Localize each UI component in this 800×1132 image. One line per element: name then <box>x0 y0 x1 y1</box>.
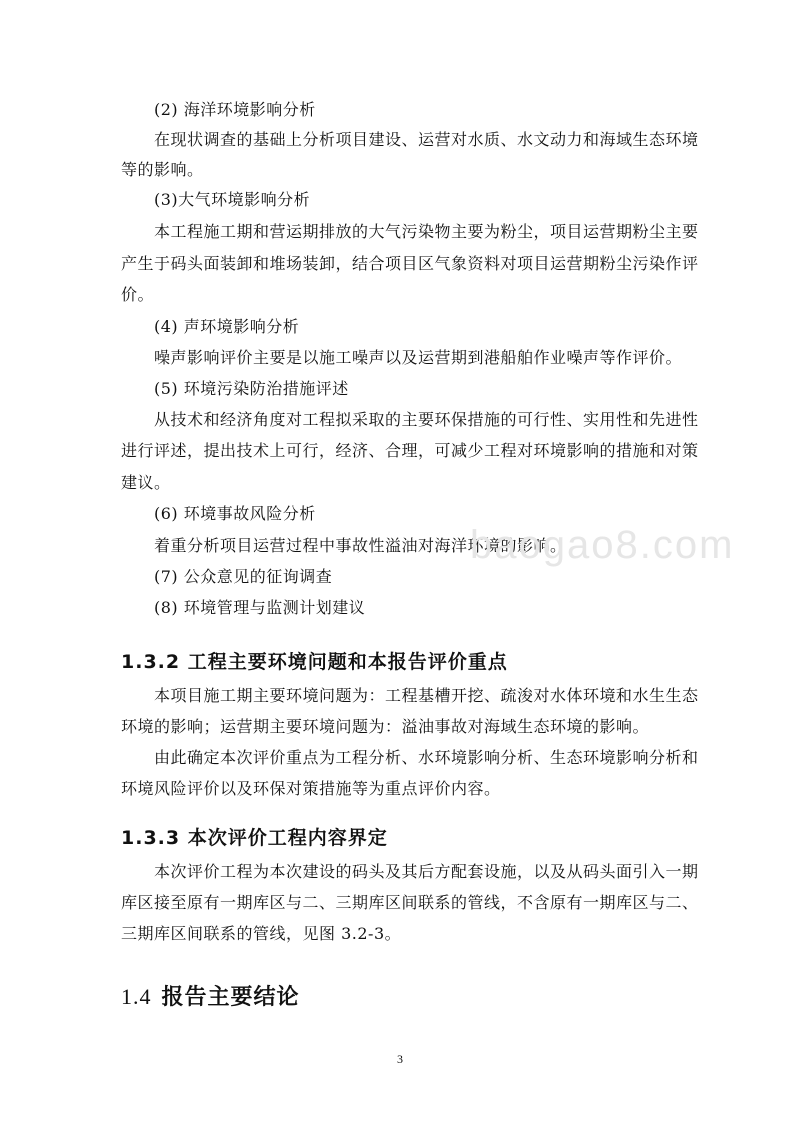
sec133-p1-line2: 库区接至原有一期库区与二、三期库区间联系的管线，不含原有一期库区与二、 <box>121 893 699 912</box>
item5-body-line1: 从技术和经济角度对工程拟采取的主要环保措施的可行性、实用性和先进性 <box>154 410 699 429</box>
section-1-3-2-heading: 1.3.2 工程主要环境问题和本报告评价重点 <box>121 651 508 673</box>
item5-body-line2: 进行评述，提出技术上可行，经济、合理，可减少工程对环境影响的措施和对策 <box>121 441 699 460</box>
watermark: baogao8.com <box>470 523 735 567</box>
item3-title: (3)大气环境影响分析 <box>154 190 311 209</box>
item4-title: (4) 声环境影响分析 <box>154 317 300 336</box>
item6-title: (6) 环境事故风险分析 <box>154 504 316 523</box>
item4-body-line1: 噪声影响评价主要是以施工噪声以及运营期到港船舶作业噪声等作评价。 <box>154 348 683 367</box>
sec132-p2-line2: 环境风险评价以及环保对策措施等为重点评价内容。 <box>121 779 501 798</box>
section-1-4-heading <box>121 983 300 1012</box>
section-1-4-title: 报告主要结论 <box>161 985 300 1010</box>
item7-title: (7) 公众意见的征询调查 <box>154 567 333 586</box>
item2-body-line1: 在现状调查的基础上分析项目建设、运营对水质、水文动力和海域生态环境 <box>154 130 699 149</box>
item6-body-line1: 着重分析项目运营过程中事故性溢油对海洋环境的影响。 <box>154 536 567 555</box>
section-1-4-number: 1.4 <box>121 984 152 1009</box>
item2-title: (2) 海洋环境影响分析 <box>154 100 316 119</box>
sec132-p1-line1: 本项目施工期主要环境问题为：工程基槽开挖、疏浚对水体环境和水生生态 <box>154 686 699 705</box>
item5-body-line3: 建议。 <box>121 473 171 492</box>
item2-body-line2: 等的影响。 <box>121 160 204 179</box>
sec132-p2-line1: 由此确定本次评价重点为工程分析、水环境影响分析、生态环境影响分析和 <box>154 748 699 767</box>
item3-body-line1: 本工程施工期和营运期排放的大气污染物主要为粉尘，项目运营期粉尘主要 <box>154 222 699 241</box>
section-1-3-3-heading: 1.3.3 本次评价工程内容界定 <box>121 827 388 849</box>
page-number: 3 <box>397 1052 403 1066</box>
item3-body-line3: 价。 <box>121 285 155 304</box>
item8-title: (8) 环境管理与监测计划建议 <box>154 598 366 617</box>
sec132-p1-line2: 环境的影响；运营期主要环境问题为：溢油事故对海域生态环境的影响。 <box>121 717 650 736</box>
sec133-p1-line1: 本次评价工程为本次建设的码头及其后方配套设施，以及从码头面引入一期 <box>154 862 699 881</box>
sec133-p1-line3: 三期库区间联系的管线，见图 3.2-3。 <box>121 924 402 943</box>
item3-body-line2: 产生于码头面装卸和堆场装卸，结合项目区气象资料对项目运营期粉尘污染作评 <box>121 254 699 273</box>
item5-title: (5) 环境污染防治措施评述 <box>154 379 349 398</box>
